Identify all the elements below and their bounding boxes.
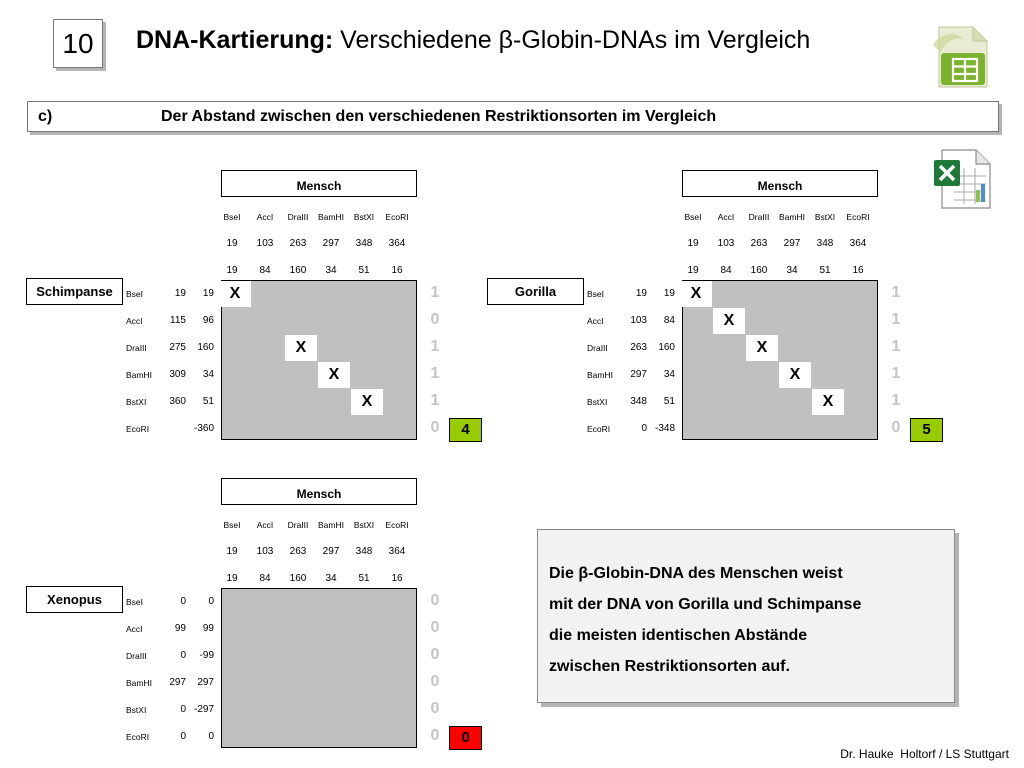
row-position: 348 — [630, 396, 647, 407]
human-distance: 84 — [259, 573, 271, 584]
section-subtitle-text: Der Abstand zwischen den verschiedenen Restriktionsorten im Vergleich — [161, 108, 717, 125]
row-label: DraIII — [126, 343, 147, 353]
human-position: 364 — [388, 546, 406, 557]
human-position: 103 — [256, 546, 274, 557]
mensch-header: Mensch — [682, 170, 878, 197]
match-indicator: 1 — [430, 284, 440, 301]
row-distance: -99 — [199, 650, 214, 661]
row-label: EcoRI — [126, 424, 150, 434]
match-indicator: 1 — [891, 338, 901, 355]
row-label: BamHI — [126, 370, 152, 380]
mensch-header: Mensch — [221, 170, 417, 197]
human-position: 263 — [289, 546, 307, 557]
human-distance: 84 — [259, 265, 271, 276]
human-position: 348 — [816, 238, 834, 249]
match-mark: X — [713, 308, 745, 334]
match-mark: X — [746, 335, 778, 361]
human-distance: 34 — [325, 265, 337, 276]
row-distance: 297 — [197, 677, 214, 688]
match-mark: X — [219, 281, 251, 307]
column-label: BamHI — [318, 520, 344, 530]
row-label: EcoRI — [587, 424, 611, 434]
conclusion-note — [537, 529, 955, 703]
human-position: 297 — [322, 238, 340, 249]
row-position: 99 — [174, 623, 186, 634]
match-indicator: 0 — [430, 646, 440, 663]
row-distance: 96 — [202, 315, 214, 326]
human-position: 103 — [256, 238, 274, 249]
column-label: DraIII — [287, 212, 309, 222]
mensch-header: Mensch — [221, 478, 417, 505]
row-label: BamHI — [126, 678, 152, 688]
column-label: BseI — [684, 212, 702, 222]
column-label: AccI — [256, 520, 274, 530]
row-distance: 34 — [663, 369, 675, 380]
note-line-1 — [549, 558, 954, 589]
column-label: BstXI — [814, 212, 836, 222]
slide-number: 10 — [53, 19, 103, 68]
row-label: BstXI — [126, 397, 147, 407]
human-position: 263 — [750, 238, 768, 249]
row-distance: -348 — [654, 423, 675, 434]
row-label: BstXI — [587, 397, 608, 407]
row-position: 103 — [630, 315, 647, 326]
column-label: EcoRI — [385, 520, 409, 530]
human-position: 19 — [226, 238, 238, 249]
row-label: DraIII — [126, 651, 147, 661]
slide-title-bold: DNA-Kartierung: — [136, 26, 334, 54]
match-indicator: 1 — [891, 365, 901, 382]
slide-title-rest: Verschiedene β-Globin-DNAs im Vergleich — [333, 26, 811, 54]
match-indicator: 1 — [891, 311, 901, 328]
column-label: EcoRI — [846, 212, 870, 222]
human-distance: 51 — [358, 573, 370, 584]
human-position: 19 — [226, 546, 238, 557]
match-indicator: 0 — [430, 673, 440, 690]
match-indicator: 1 — [430, 338, 440, 355]
human-distance: 160 — [750, 265, 768, 276]
row-position: 309 — [169, 369, 186, 380]
human-position: 348 — [355, 238, 373, 249]
human-distance: 160 — [289, 265, 307, 276]
column-label: BamHI — [779, 212, 805, 222]
match-indicator: 0 — [430, 419, 440, 436]
human-position: 103 — [717, 238, 735, 249]
match-indicator: 0 — [430, 311, 440, 328]
row-position: 19 — [635, 288, 647, 299]
row-position: 360 — [169, 396, 186, 407]
row-label: BseI — [126, 289, 144, 299]
column-label: DraIII — [287, 520, 309, 530]
match-mark: X — [680, 281, 712, 307]
section-subtitle — [27, 101, 999, 132]
human-distance: 34 — [786, 265, 798, 276]
row-position: 0 — [180, 650, 186, 661]
species-label: Xenopus — [26, 586, 123, 613]
row-label: AccI — [587, 316, 604, 326]
section-letter: c) — [38, 108, 53, 125]
row-distance: 84 — [663, 315, 675, 326]
row-label: BamHI — [587, 370, 613, 380]
row-position: 275 — [169, 342, 186, 353]
row-label: DraIII — [587, 343, 608, 353]
match-indicator: 0 — [430, 700, 440, 717]
note-line-1-pre: Die — [549, 565, 579, 582]
human-distance: 16 — [391, 265, 403, 276]
row-position: 297 — [169, 677, 186, 688]
column-label: DraIII — [748, 212, 770, 222]
note-line-2: mit der DNA von Gorilla und Schimpanse — [549, 596, 862, 613]
row-label: AccI — [126, 316, 143, 326]
row-distance: -360 — [193, 423, 214, 434]
match-total: 0 — [449, 726, 482, 750]
human-position: 364 — [849, 238, 867, 249]
column-label: EcoRI — [385, 212, 409, 222]
match-indicator: 1 — [891, 392, 901, 409]
match-indicator: 0 — [430, 619, 440, 636]
row-position: 19 — [174, 288, 186, 299]
note-beta: β — [578, 565, 589, 582]
human-distance: 19 — [226, 265, 238, 276]
column-label: BstXI — [353, 520, 375, 530]
row-position: 0 — [180, 731, 186, 742]
column-label: AccI — [717, 212, 735, 222]
row-distance: -297 — [193, 704, 214, 715]
row-position: 0 — [641, 423, 647, 434]
match-indicator: 0 — [430, 592, 440, 609]
row-distance: 0 — [208, 596, 214, 607]
row-position: 0 — [180, 704, 186, 715]
match-grid — [682, 280, 878, 440]
row-distance: 99 — [202, 623, 214, 634]
match-mark: X — [351, 389, 383, 415]
match-indicator: 1 — [430, 392, 440, 409]
match-mark: X — [779, 362, 811, 388]
row-distance: 160 — [658, 342, 675, 353]
column-label: BseI — [223, 212, 241, 222]
row-label: BstXI — [126, 705, 147, 715]
match-total: 5 — [910, 418, 943, 442]
row-label: AccI — [126, 624, 143, 634]
species-label: Gorilla — [487, 278, 584, 305]
human-position: 348 — [355, 546, 373, 557]
row-position: 263 — [630, 342, 647, 353]
column-label: BamHI — [318, 212, 344, 222]
human-distance: 16 — [852, 265, 864, 276]
row-distance: 19 — [202, 288, 214, 299]
human-distance: 51 — [819, 265, 831, 276]
slide-title — [136, 26, 810, 55]
row-position: 115 — [170, 315, 186, 326]
row-label: EcoRI — [126, 732, 150, 742]
human-position: 297 — [783, 238, 801, 249]
row-position: 0 — [180, 596, 186, 607]
column-label: AccI — [256, 212, 274, 222]
row-distance: 19 — [663, 288, 675, 299]
spreadsheet-app-icon[interactable] — [929, 23, 991, 91]
row-label: BseI — [587, 289, 605, 299]
human-distance: 51 — [358, 265, 370, 276]
match-indicator: 1 — [891, 284, 901, 301]
human-distance: 34 — [325, 573, 337, 584]
row-position: 297 — [630, 369, 647, 380]
note-line-4: zwischen Restriktionsorten auf. — [549, 658, 790, 675]
human-position: 297 — [322, 546, 340, 557]
match-mark: X — [812, 389, 844, 415]
human-distance: 160 — [289, 573, 307, 584]
human-distance: 16 — [391, 573, 403, 584]
note-line-3: die meisten identischen Abstände — [549, 627, 808, 644]
footer-credit: Dr. Hauke Holtorf / LS Stuttgart — [840, 747, 1009, 761]
human-distance: 19 — [226, 573, 238, 584]
column-label: BstXI — [353, 212, 375, 222]
match-grid — [221, 280, 417, 440]
row-label: BseI — [126, 597, 144, 607]
human-position: 364 — [388, 238, 406, 249]
row-distance: 51 — [663, 396, 675, 407]
match-indicator: 0 — [891, 419, 901, 436]
row-distance: 160 — [197, 342, 214, 353]
match-indicator: 1 — [430, 365, 440, 382]
row-distance: 51 — [202, 396, 214, 407]
column-label: BseI — [223, 520, 241, 530]
match-total: 4 — [449, 418, 482, 442]
human-position: 19 — [687, 238, 699, 249]
human-distance: 19 — [687, 265, 699, 276]
species-label: Schimpanse — [26, 278, 123, 305]
excel-file-icon[interactable] — [932, 148, 992, 210]
match-grid — [221, 588, 417, 748]
note-line-1-post: -Globin-DNA des Menschen weist — [588, 565, 843, 582]
row-distance: 0 — [208, 731, 214, 742]
human-distance: 84 — [720, 265, 732, 276]
human-position: 263 — [289, 238, 307, 249]
match-mark: X — [318, 362, 350, 388]
match-mark: X — [285, 335, 317, 361]
match-indicator: 0 — [430, 727, 440, 744]
row-distance: 34 — [202, 369, 214, 380]
